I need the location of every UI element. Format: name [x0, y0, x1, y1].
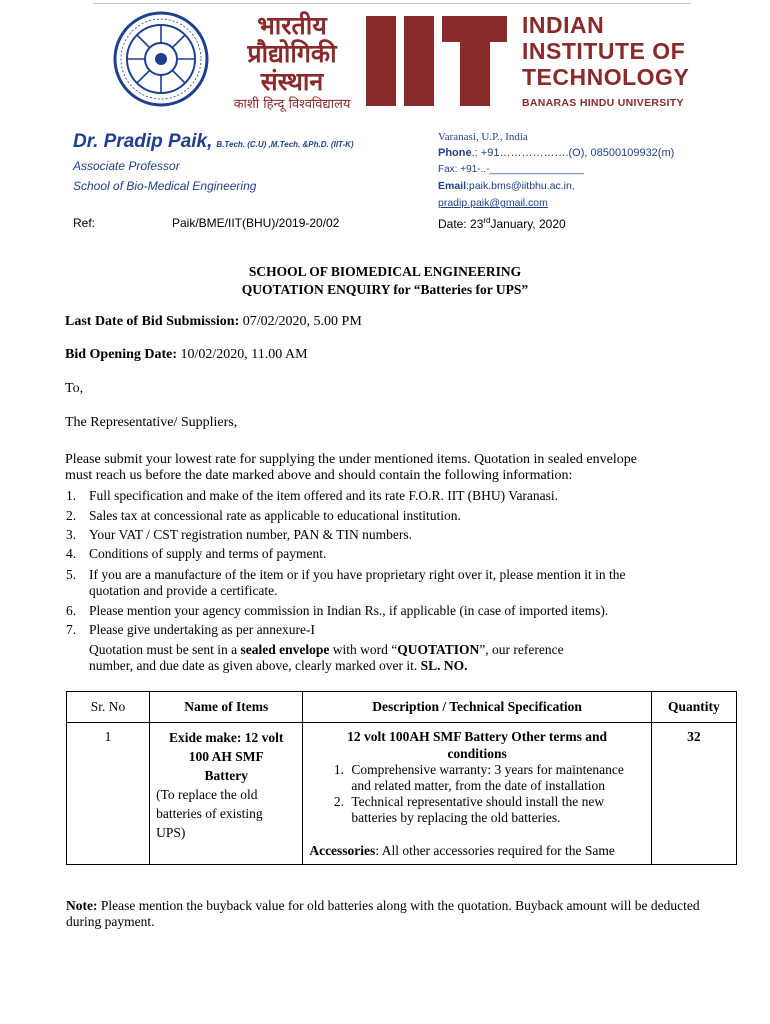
- email-value: :paik.bms@iitbhu.ac.in,: [466, 180, 575, 192]
- opening-date-label: Bid Opening Date:: [65, 347, 178, 362]
- hindi-institute-name: [222, 12, 362, 114]
- condition-num: 2.: [66, 508, 77, 523]
- header-sr-no: Sr. No: [67, 692, 150, 723]
- condition-text: Sales tax at concessional rate as applicable to educational institution.: [89, 508, 461, 523]
- school-name: School of Bio-Medical Engineering: [73, 179, 257, 193]
- email-link-2[interactable]: pradip.paik@gmail.com: [438, 197, 548, 209]
- phone-value: .: +91……………….(O), 08500109932(m): [471, 147, 675, 159]
- professor-name: [73, 131, 354, 153]
- iit-logo-letters: [364, 14, 509, 108]
- envelope-line-1: [89, 642, 719, 658]
- last-date-line: [65, 314, 362, 331]
- hindi-line-1: भारतीय: [257, 11, 327, 40]
- english-line-4: BANARAS HINDU UNIVERSITY: [522, 97, 684, 109]
- table-header-row: [67, 692, 737, 723]
- salutation-recipient: The Representative/ Suppliers,: [65, 415, 238, 430]
- email-line: [438, 180, 575, 192]
- last-date-label: Last Date of Bid Submission:: [65, 314, 240, 329]
- condition-num: 5.: [66, 567, 77, 582]
- item-name-line: Battery: [204, 768, 248, 783]
- ref-label: Ref:: [73, 216, 96, 230]
- cell-quantity: 32: [651, 723, 736, 865]
- envelope-bold1: sealed envelope: [240, 642, 330, 657]
- opening-date-line: [65, 347, 308, 364]
- condition-text: Conditions of supply and terms of payment.: [89, 546, 327, 561]
- hindi-line-2: प्रौद्योगिकी: [247, 39, 337, 68]
- note-body: Please mention the buyback value for old batteries along with the quotation. Buyback amount will be deducted during payment.: [66, 898, 700, 929]
- english-line-2: INSTITUTE OF: [522, 38, 686, 64]
- desc-list-item: 1. Comprehensive warranty: 3 years for maintenance and related matter, from the date of installation: [347, 762, 645, 794]
- envelope-part2: with word “: [329, 642, 398, 657]
- item-note-line: batteries of existing: [156, 806, 263, 821]
- envelope-bold2: QUOTATION: [397, 642, 480, 657]
- header-quantity: Quantity: [651, 692, 736, 723]
- accessories-value: : All other accessories required for the Same: [375, 843, 615, 858]
- condition-text: Full specification and make of the item offered and its rate F.O.R. IIT (BHU) Varanasi.: [89, 488, 559, 503]
- english-institute-name: [522, 12, 689, 111]
- envelope-part3: ”, our reference: [479, 642, 564, 657]
- phone-line: [438, 147, 674, 159]
- location: Varanasi, U.P., India: [438, 131, 528, 143]
- condition-num: 7.: [66, 622, 77, 637]
- condition-text: If you are a manufacture of the item or if you have proprietary right over it, please mention it in the: [89, 567, 626, 582]
- envelope-line2-part1: number, and due date as given above, clearly marked over it.: [89, 658, 421, 673]
- condition-num: 4.: [66, 546, 77, 561]
- header-name-of-items: Name of Items: [150, 692, 303, 723]
- items-table: [66, 691, 737, 865]
- designation: Associate Professor: [73, 159, 180, 173]
- accessories-text: [309, 841, 645, 861]
- cell-item-name: [150, 723, 303, 865]
- envelope-part1: Quotation must be sent in a: [89, 642, 241, 657]
- hindi-line-4: काशी हिन्दू विश्वविद्यालय: [233, 97, 351, 112]
- item-name-line: 100 AH SMF: [188, 749, 264, 764]
- header-description: Description / Technical Specification: [303, 692, 652, 723]
- condition-text-cont: quotation and provide a certificate.: [89, 583, 278, 598]
- desc-list-item: 2. Technical representative should install the new batteries by replacing the old batteries.: [347, 794, 645, 826]
- cell-sr-no: 1: [67, 723, 150, 865]
- table-row: [67, 723, 737, 865]
- envelope-line-2: [89, 658, 719, 674]
- condition-num: 6.: [66, 603, 77, 618]
- condition-text: Please give undertaking as per annexure-I: [89, 622, 316, 637]
- degrees-text: B.Tech. (C.U) ,M.Tech. &Ph.D. (IIT-K): [216, 140, 354, 149]
- english-line-1: INDIAN: [522, 12, 605, 38]
- title-line-1: SCHOOL OF BIOMEDICAL ENGINEERING: [248, 264, 522, 279]
- email-label: Email: [438, 180, 467, 192]
- condition-num: 3.: [66, 527, 77, 542]
- institute-seal-logo: [113, 11, 209, 107]
- item-note-line: UPS): [156, 825, 186, 840]
- last-date-value: 07/02/2020, 5.00 PM: [239, 314, 362, 329]
- date-suffix: January, 2020: [490, 217, 566, 231]
- english-line-3: TECHNOLOGY: [522, 64, 690, 90]
- condition-num: 1.: [66, 488, 77, 503]
- fax-line: Fax: +91-..-_________________: [438, 164, 584, 175]
- desc-title-line: 12 volt 100AH SMF Battery Other terms and: [347, 729, 607, 744]
- condition-text: Your VAT / CST registration number, PAN & TIN numbers.: [89, 527, 412, 542]
- intro-line-1: Please submit your lowest rate for supplying the under mentioned items. Quotation in sealed envelope: [65, 452, 637, 467]
- condition-text: Please mention your agency commission in Indian Rs., if applicable (in case of imported items).: [89, 603, 609, 618]
- item-name-line: Exide make: 12 volt: [169, 730, 284, 745]
- date-sup: rd: [483, 216, 491, 225]
- envelope-line2-bold: SL. NO.: [420, 658, 468, 673]
- desc-title-line: conditions: [447, 746, 507, 761]
- top-rule: [93, 3, 691, 4]
- note-text: [66, 898, 736, 930]
- desc-list: [309, 762, 645, 826]
- name-text: Dr. Pradip Paik,: [73, 131, 213, 152]
- accessories-label: Accessories: [309, 843, 376, 858]
- letter-date: [438, 216, 566, 231]
- salutation-to: To,: [65, 381, 84, 396]
- opening-date-value: 10/02/2020, 11.00 AM: [177, 347, 308, 362]
- intro-line-2: must reach us before the date marked above and should contain the following information:: [65, 468, 573, 483]
- ref-value: Paik/BME/IIT(BHU)/2019-20/02: [172, 216, 340, 230]
- note-label: Note:: [66, 898, 98, 913]
- date-prefix: Date: 23: [438, 217, 484, 231]
- phone-label: Phone: [438, 147, 472, 159]
- item-note-line: (To replace the old: [156, 787, 258, 802]
- hindi-line-3: संस्थान: [260, 67, 324, 96]
- cell-description: [303, 723, 652, 865]
- title-line-2: QUOTATION ENQUIRY for “Batteries for UPS”: [241, 282, 529, 297]
